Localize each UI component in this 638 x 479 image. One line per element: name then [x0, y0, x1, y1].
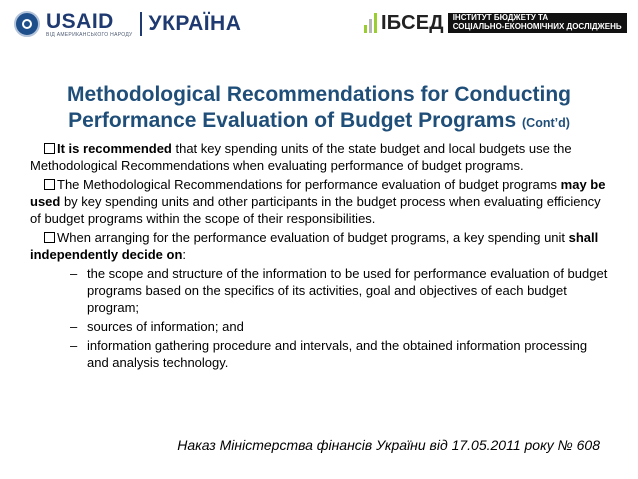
dash-bullet: –	[70, 266, 78, 281]
slide-body	[30, 140, 610, 373]
checkbox-bullet-icon	[44, 232, 55, 243]
paragraph-1	[30, 140, 610, 174]
header	[0, 0, 638, 46]
p3-text-start: When arranging for the performance evaluation of budget programs, a key spending unit	[57, 230, 569, 245]
title-cont: (Cont’d)	[522, 116, 570, 130]
sub-item-text: sources of information; and	[87, 319, 244, 334]
usaid-logo	[14, 9, 241, 39]
logo-divider	[140, 12, 142, 36]
dash-bullet: –	[70, 319, 78, 334]
country-label: УКРАЇНА	[148, 12, 242, 35]
ibsed-acronym: ІБСЕД	[381, 11, 444, 34]
p3-bold: shall independently decide on	[30, 230, 599, 262]
usaid-subtitle: ВІД АМЕРИКАНСЬКОГО НАРОДУ	[46, 31, 133, 38]
title-line1: Methodological Recommendations for Conducting	[67, 83, 571, 106]
sub-item-2	[70, 318, 610, 335]
sub-item-1	[70, 265, 610, 316]
checkbox-bullet-icon	[44, 179, 55, 190]
paragraph-2	[30, 176, 610, 227]
p2-bold: may be used	[30, 177, 606, 209]
institute-name-line2: СОЦІАЛЬНО-ЕКОНОМІЧНИХ ДОСЛІДЖЕНЬ	[452, 22, 622, 31]
institute-name-line1: ІНСТИТУТ БЮДЖЕТУ ТА	[452, 13, 549, 23]
sub-item-text: the scope and structure of the information to be used for performance evaluation of budget programs based on the specifics of its activities, goal and objectives of each budget program;	[87, 266, 608, 315]
sub-item-3	[70, 337, 610, 371]
title-line2: Performance Evaluation of Budget Programs	[68, 109, 517, 132]
paragraph-3	[30, 229, 610, 263]
p2-text-rest: by key spending units and other participants in the budget process when evaluating efficiency of budget programs within the scope of their responsibilities.	[30, 194, 601, 226]
slide-title	[0, 82, 638, 136]
checkbox-bullet-icon	[44, 143, 55, 154]
footer-reference: Наказ Міністерства фінансів України від 17.05.2011 року № 608	[177, 437, 600, 453]
ibsed-mark-icon	[364, 13, 377, 33]
institute-name	[448, 13, 627, 33]
usaid-seal-icon	[14, 11, 40, 37]
p3-text-rest: :	[182, 247, 187, 262]
ibsed-logo	[364, 11, 627, 35]
p2-text-start: The Methodological Recommendations for performance evaluation of budget programs	[57, 177, 561, 192]
usaid-wordmark: USAID	[46, 9, 114, 33]
p1-bold: It is recommended	[57, 141, 172, 156]
p1-text: that key spending units of the state budget and local budgets use the Methodological Recommendations when evaluating performance of budget programs.	[30, 141, 572, 173]
sub-item-text: information gathering procedure and intervals, and the obtained information processing and analysis technology.	[87, 338, 588, 370]
dash-bullet: –	[70, 338, 78, 353]
